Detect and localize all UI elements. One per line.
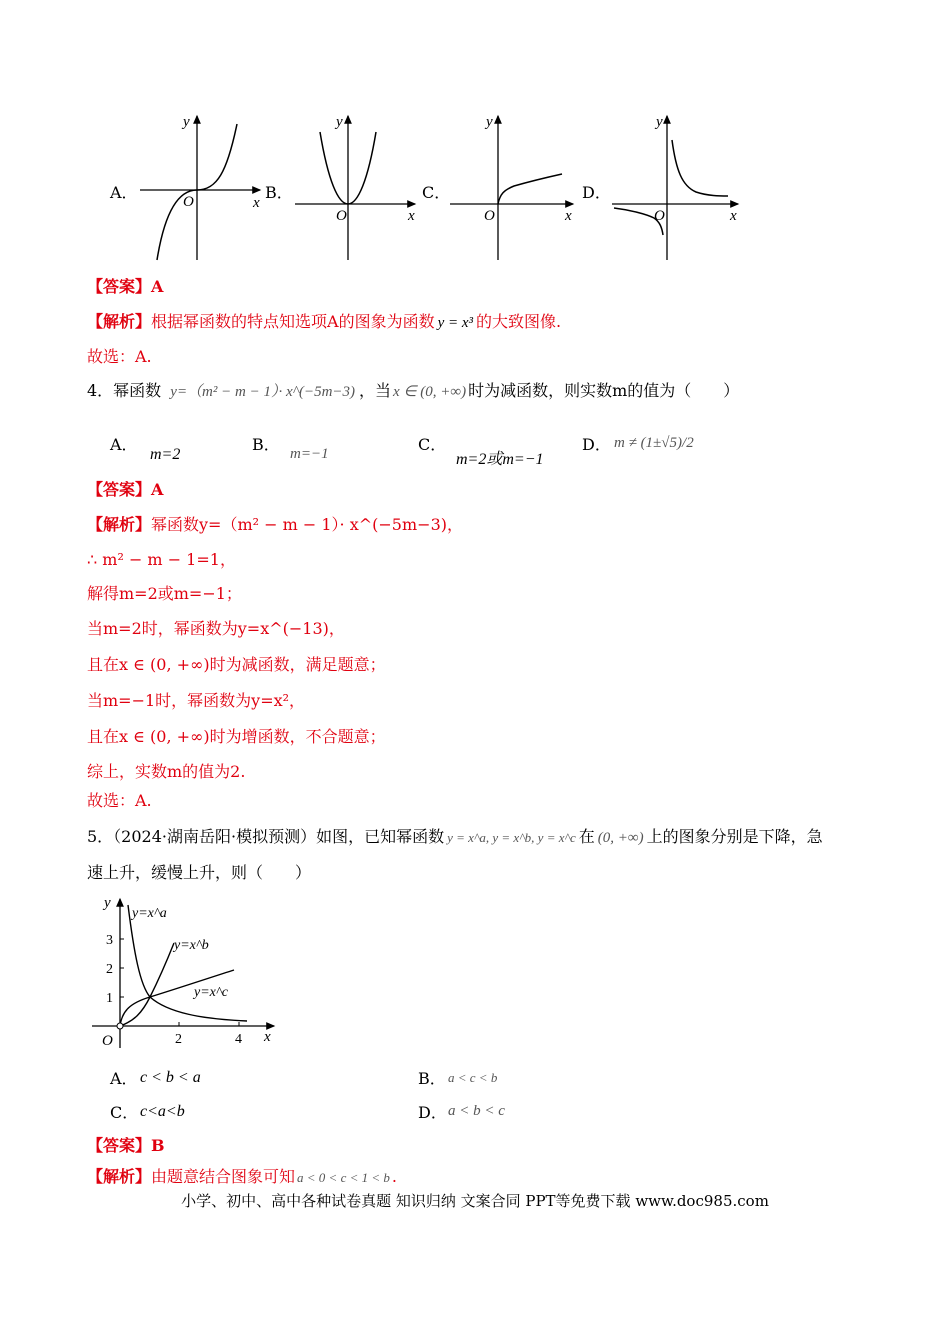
graph-c-origin: O [484, 208, 495, 224]
q5-power-function-graph [92, 893, 292, 1053]
q5-graph-x-label: x [264, 1029, 271, 1045]
q5-option-c-text: c<a<b [140, 1103, 185, 1120]
graph-d-origin: O [654, 208, 665, 224]
q5-analysis [87, 1166, 397, 1189]
graph-option-c-label: C． [422, 183, 451, 202]
graph-b-x-label: x [408, 208, 415, 224]
q4-option-b-text: m=−1 [290, 446, 329, 462]
graph-c-x-label: x [565, 208, 572, 224]
analysis-text: 幂函数y=（m² − m − 1）· x^(−5m−3)， [151, 515, 463, 534]
analysis-text: 由题意结合图象可知 [151, 1167, 296, 1186]
graph-a-cubic [135, 110, 270, 265]
q4-stem-suffix: 时为减函数，则实数m的值为（ ） [468, 381, 740, 400]
q5-stem-mid: 在 [578, 827, 595, 846]
q4-option-b-label: B． [252, 435, 280, 454]
q3-analysis [87, 311, 561, 334]
graph-option-d-label: D． [582, 183, 611, 202]
analysis-tag: 【解析】 [87, 312, 152, 331]
q5-graph-y-tick-1: 1 [106, 991, 113, 1006]
graph-d-y-label: y [656, 114, 663, 130]
graph-option-b-label: B． [265, 183, 293, 202]
answer-value: B [151, 1136, 165, 1155]
q4-conclusion: 故选：A. [87, 791, 152, 810]
q5-graph-y-label: y [104, 895, 111, 911]
q4-option-d-text: m ≠ (1±√5)/2 [614, 435, 694, 451]
graph-d-reciprocal [610, 110, 745, 265]
q5-answer [87, 1135, 165, 1157]
q5-option-a-label: A． [110, 1069, 138, 1088]
q5-graph-y-tick-3: 3 [106, 933, 113, 948]
q4-analysis-line-7: 且在x ∈ (0, +∞)时为增函数，不合题意； [87, 727, 386, 746]
q4-stem-domain: x ∈ (0, +∞) [393, 384, 467, 400]
graph-a-x-label: x [253, 195, 260, 211]
q4-stem-prefix: 4．幂函数 [87, 381, 162, 400]
q5-graph-curve-b-label: y=x^b [174, 938, 209, 953]
analysis-text-1: 根据幂函数的特点知选项A的图象为函数 [151, 312, 435, 331]
graph-c-sqrt [448, 110, 583, 265]
answer-tag: 【答案】 [87, 277, 152, 296]
q5-stem-prefix: 5．（2024·湖南岳阳·模拟预测）如图，已知幂函数 [87, 827, 445, 846]
q4-option-d-label: D． [582, 435, 611, 454]
graph-option-a-label: A． [110, 183, 138, 202]
answer-tag: 【答案】 [87, 480, 152, 499]
analysis-tag: 【解析】 [87, 1167, 152, 1186]
q4-option-c-text: m=2或m=−1 [456, 451, 544, 468]
q4-option-c-label: C． [418, 435, 447, 454]
analysis-formula: y = x³ [437, 315, 474, 331]
q5-option-b-label: B． [418, 1069, 446, 1088]
graph-d-x-label: x [730, 208, 737, 224]
q5-graph-origin: O [102, 1033, 113, 1049]
graph-b-y-label: y [336, 114, 343, 130]
graph-a-origin: O [183, 194, 194, 210]
analysis-tag: 【解析】 [87, 515, 152, 534]
graph-b-parabola [290, 110, 425, 265]
answer-tag: 【答案】 [87, 1136, 152, 1155]
q5-option-c-label: C． [110, 1103, 139, 1122]
page-footer: 小学、初中、高中各种试卷真题 知识归纳 文案合同 PPT等免费下载 www.doc985.com [181, 1192, 769, 1210]
analysis-text-2: 的大致图像. [476, 312, 562, 331]
q4-analysis-line-3: 解得m=2或m=−1； [87, 584, 242, 603]
q5-option-d-label: D． [418, 1103, 447, 1122]
q4-analysis-line-8: 综上，实数m的值为2. [87, 762, 246, 781]
q5-graph-y-tick-2: 2 [106, 962, 113, 977]
answer-value: A [151, 480, 164, 499]
q4-analysis-line-5: 且在x ∈ (0, +∞)时为减函数，满足题意； [87, 655, 386, 674]
q5-stem-domain: (0, +∞) [597, 830, 644, 846]
q5-stem-suffix: 上的图象分别是下降，急 [646, 827, 823, 846]
answer-value: A [151, 277, 164, 296]
q5-stem-line-2: 速上升，缓慢上升，则（ ） [87, 863, 312, 882]
q4-analysis-line-1 [87, 514, 463, 536]
q4-answer [87, 479, 163, 501]
q4-stem-formula: y=（m² − m − 1）· x^(−5m−3) [170, 384, 356, 400]
q5-graph-curve-c-label: y=x^c [194, 985, 228, 1000]
q3-conclusion: 故选：A. [87, 347, 152, 366]
graph-a-y-label: y [183, 114, 190, 130]
q5-graph-x-tick-2: 2 [175, 1032, 182, 1047]
q5-option-b-text: a < c < b [448, 1070, 498, 1085]
q4-analysis-line-4: 当m=2时，幂函数为y=x^(−13)， [87, 619, 345, 638]
q5-graph-x-tick-4: 4 [235, 1032, 242, 1047]
q5-option-d-text: a < b < c [448, 1103, 505, 1119]
graph-b-origin: O [336, 208, 347, 224]
q5-stem-formula: y = x^a, y = x^b, y = x^c [447, 830, 576, 845]
q4-option-a-label: A． [110, 435, 138, 454]
q4-analysis-line-2: ∴ m² − m − 1=1， [87, 550, 236, 569]
q4-stem-mid: ，当 [359, 381, 392, 400]
graph-c-y-label: y [486, 114, 493, 130]
q5-graph-curve-a-label: y=x^a [132, 906, 167, 921]
q4-analysis-line-6: 当m=−1时，幂函数为y=x²， [87, 691, 306, 710]
analysis-end: . [391, 1167, 397, 1186]
q4-option-a-text: m=2 [150, 446, 181, 463]
q4-stem [87, 380, 739, 403]
q5-option-a-text: c < b < a [140, 1069, 201, 1086]
analysis-formula: a < 0 < c < 1 < b [297, 1170, 390, 1185]
q3-answer [87, 276, 163, 298]
q5-stem-line-1 [87, 826, 823, 849]
